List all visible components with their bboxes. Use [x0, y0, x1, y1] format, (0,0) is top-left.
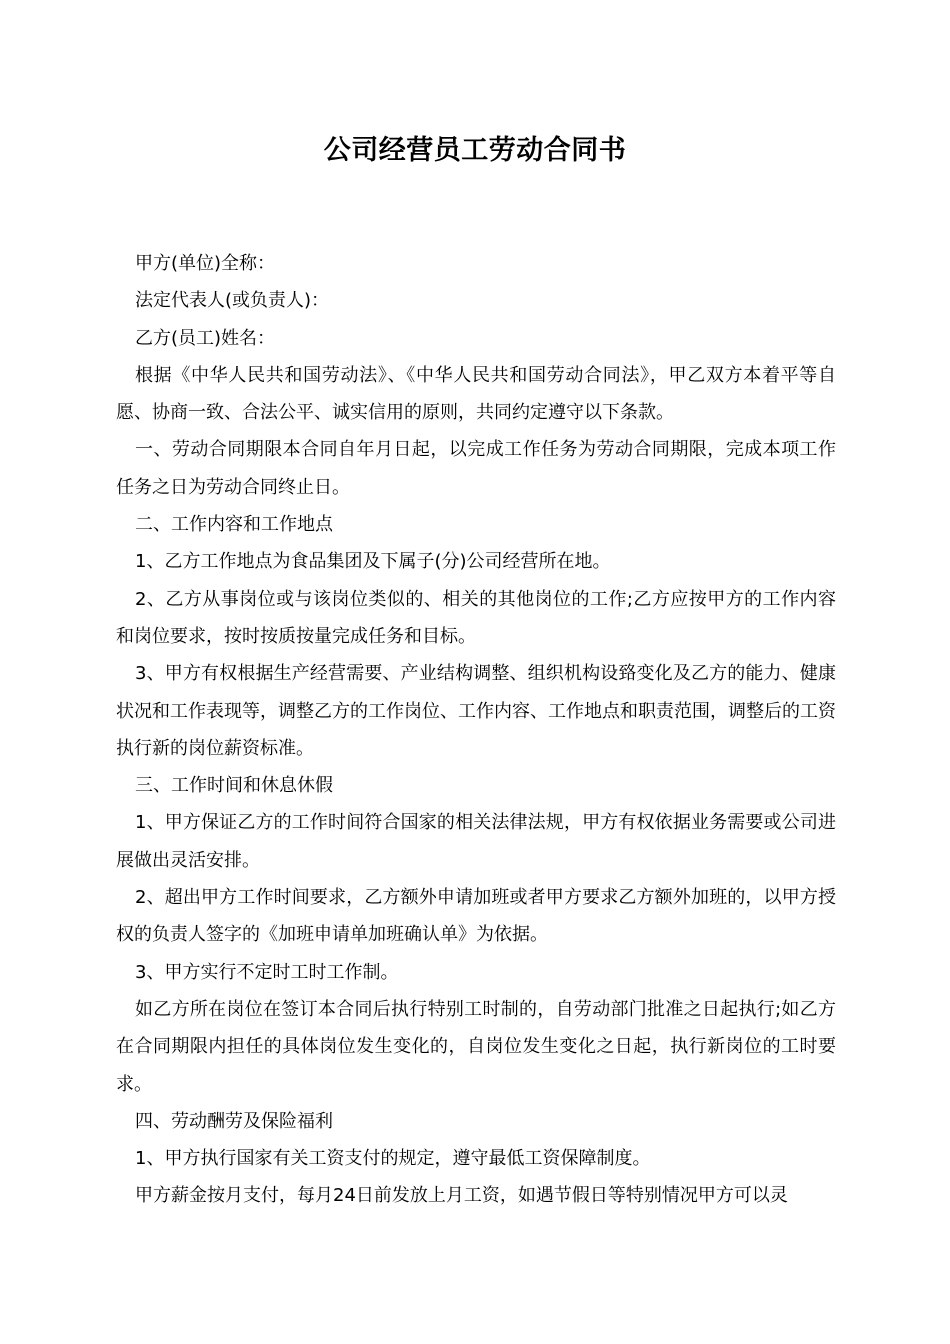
section-4-salary-paragraph: 甲方薪金按月支付，每月24日前发放上月工资，如遇节假日等特别情况甲方可以灵: [135, 1185, 788, 1207]
section-2-item-2: 2、乙方从事岗位或与该岗位类似的、相关的其他岗位的工作;乙方应按甲方的工作内容和岗位要求，按时按质按量完成任务和目标。: [116, 588, 836, 647]
section-2-item-1: 1、乙方工作地点为食品集团及下属子(分)公司经营所在地。: [135, 551, 611, 573]
section-3-item-2: 2、超出甲方工作时间要求，乙方额外申请加班或者甲方要求乙方额外加班的，以甲方授权的负责人签字的《加班申请单加班确认单》为依据。: [116, 887, 836, 946]
section-3-special-hours-paragraph: 如乙方所在岗位在签订本合同后执行特别工时制的，自劳动部门批准之日起执行;如乙方在合同期限内担任的具体岗位发生变化的，自岗位发生变化之日起，执行新岗位的工时要求。: [116, 998, 836, 1095]
party-a-name-line: 甲方(单位)全称：: [135, 253, 276, 274]
section-3-heading: 三、工作时间和休息休假: [135, 775, 333, 797]
document-title: 公司经营员工劳动合同书: [323, 135, 627, 166]
legal-representative-line: 法定代表人(或负责人)：: [135, 290, 330, 312]
section-3-item-1: 1、甲方保证乙方的工作时间符合国家的相关法律法规，甲方有权依据业务需要或公司进展做出灵活安排。: [116, 812, 836, 871]
section-2-item-3: 3、甲方有权根据生产经营需要、产业结构调整、组织机构设臵变化及乙方的能力、健康状况和工作表现等，调整乙方的工作岗位、工作内容、工作地点和职责范围，调整后的工资执行新的岗位薪资标准。: [116, 663, 836, 759]
document-body: [116, 245, 836, 1215]
section-2-heading: 二、工作内容和工作地点: [135, 514, 333, 536]
section-1-term-paragraph: 一、劳动合同期限本合同自年月日起，以完成工作任务为劳动合同期限，完成本项工作任务之日为劳动合同终止日。: [116, 439, 836, 498]
section-4-item-1: 1、甲方执行国家有关工资支付的规定，遵守最低工资保障制度。: [135, 1148, 651, 1170]
party-b-name-line: 乙方(员工)姓名：: [135, 327, 276, 349]
section-3-item-3: 3、甲方实行不定时工时工作制。: [135, 961, 399, 983]
section-4-heading: 四、劳动酬劳及保险福利: [135, 1110, 333, 1132]
preamble-paragraph: 根据《中华人民共和国劳动法》、《中华人民共和国劳动合同法》，甲乙双方本着平等自愿、协商一致、合法公平、诚实信用的原则，共同约定遵守以下条款。: [116, 364, 836, 424]
